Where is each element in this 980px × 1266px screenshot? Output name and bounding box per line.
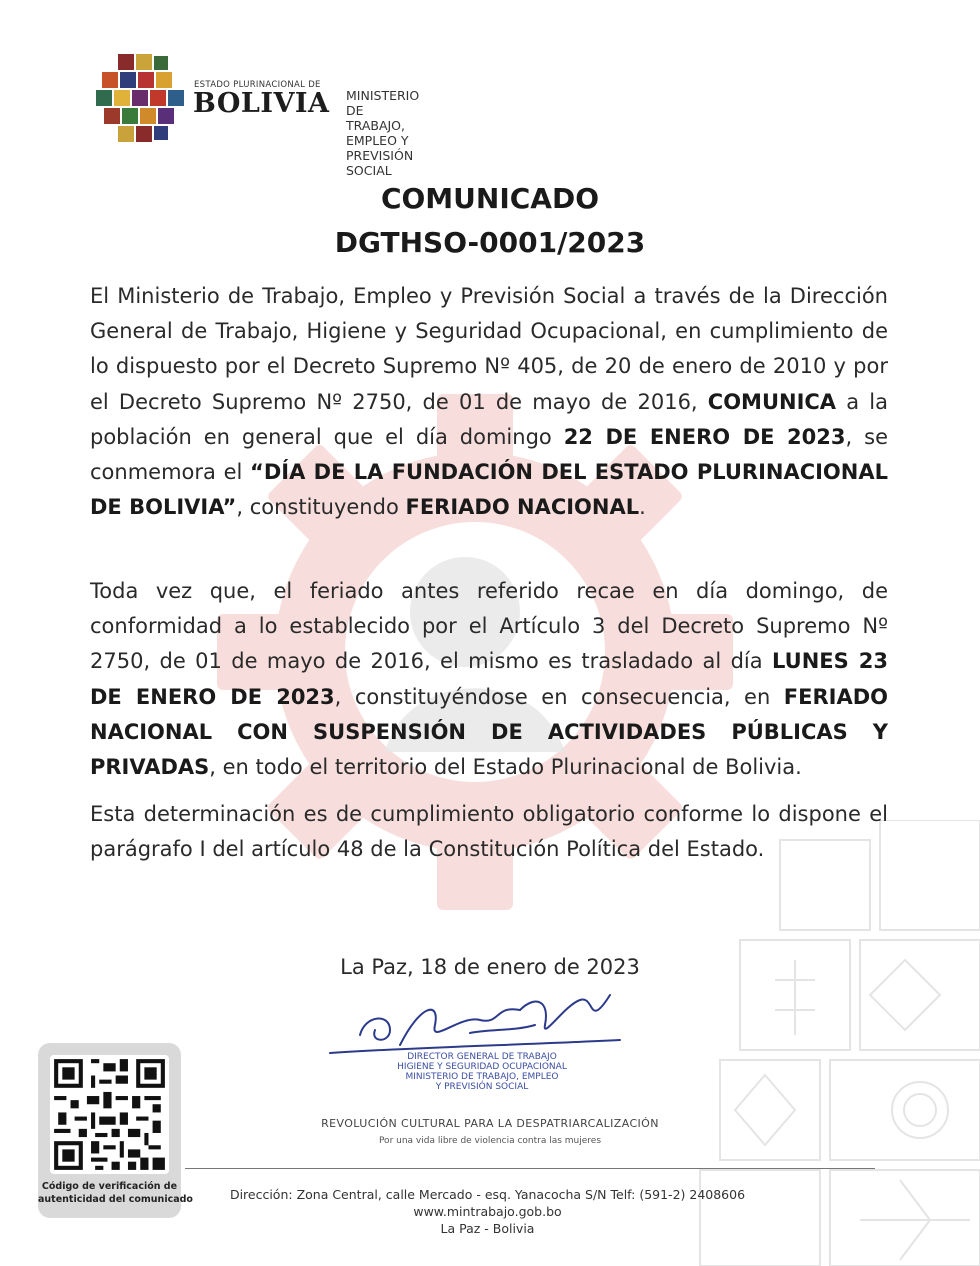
footer-website[interactable]: www.mintrabajo.gob.bo xyxy=(413,1204,562,1219)
p2-text-3: , en todo el territorio del Estado Plurinacional de Bolivia. xyxy=(209,755,802,780)
document-reference-number: DGTHSO-0001/2023 xyxy=(334,226,646,259)
slogan: REVOLUCIÓN CULTURAL PARA LA DESPATRIARCALIZACIÓN xyxy=(321,1117,659,1130)
stamp-line-3: MINISTERIO DE TRABAJO, EMPLEO xyxy=(405,1072,559,1082)
bolivia-coat-of-arms-logo xyxy=(96,54,188,144)
handwritten-signature xyxy=(320,985,640,1055)
p1-text-1: El Ministerio de Trabajo, Empleo y Previsión Social a través de la Dirección General de Trabajo, Higiene y Seguridad Ocupacional, en cumplimiento de lo dispuesto por el Decreto Supremo Nº 405, de 20 de enero de 2010 y por el Decreto Supremo Nº 2750, de 01 de mayo de 2016, xyxy=(90,284,888,414)
p1-bold-3: “DÍA DE LA FUNDACIÓN DEL ESTADO PLURINACIONAL DE BOLIVIA” xyxy=(90,460,888,520)
stamp-line-4: Y PREVISIÓN SOCIAL xyxy=(435,1082,529,1092)
p1-bold-2: 22 DE ENERO DE 2023 xyxy=(563,424,846,449)
brand-title: BOLIVIA xyxy=(193,88,330,119)
footer-address: Dirección: Zona Central, calle Mercado - esq. Yanacocha S/N Telf: (591-2) 2408606 xyxy=(229,1187,746,1202)
issue-date: La Paz, 18 de enero de 2023 xyxy=(340,955,640,979)
paragraph-1 xyxy=(90,279,888,525)
p1-text-2: a la población en general que el día domingo xyxy=(90,389,888,449)
p2-text-1: Toda vez que, el feriado antes referido recae en día domingo, de conformidad a lo establecido por el Artículo 3 del Decreto Supremo Nº 2750, de 01 de mayo de 2016, el mismo es trasladado al día xyxy=(90,579,888,674)
document-title: COMUNICADO xyxy=(380,182,600,215)
qr-caption-line-2: autenticidad del comunicado xyxy=(38,1194,193,1205)
official-stamp xyxy=(372,1052,592,1092)
footer-contact xyxy=(220,1186,755,1237)
p1-text-3: , se conmemora el xyxy=(90,424,888,485)
qr-caption-line-1: Código de verificación de xyxy=(41,1181,178,1192)
p1-bold-4: FERIADO NACIONAL xyxy=(405,495,640,520)
paragraph-2 xyxy=(90,574,888,785)
ministry-name xyxy=(346,88,419,178)
p2-bold-1: LUNES 23 DE ENERO DE 2023 xyxy=(90,649,889,709)
slogan-subtitle: Por una vida libre de violencia contra las mujeres xyxy=(378,1136,602,1146)
footer-divider xyxy=(185,1168,875,1169)
ministry-line-1: MINISTERIO DE TRABAJO, xyxy=(346,88,420,133)
ministry-line-2: EMPLEO Y PREVISIÓN SOCIAL xyxy=(346,133,414,178)
p2-bold-2: FERIADO NACIONAL CON SUSPENSIÓN DE ACTIVIDADES PÚBLICAS Y PRIVADAS xyxy=(90,684,888,780)
p1-text-5: . xyxy=(639,495,646,520)
stamp-line-2: HIGIENE Y SEGURIDAD OCUPACIONAL xyxy=(397,1062,567,1072)
footer-city: La Paz - Bolivia xyxy=(440,1221,535,1236)
qr-code[interactable] xyxy=(50,1055,169,1174)
paragraph-3: Esta determinación es de cumplimiento obligatorio conforme lo dispone el parágrafo I del artículo 48 de la Constitución Política del Estado. xyxy=(90,802,888,862)
stamp-line-1: DIRECTOR GENERAL DE TRABAJO xyxy=(407,1052,557,1062)
qr-verification-panel xyxy=(38,1043,193,1218)
p1-bold-1: COMUNICA xyxy=(707,389,837,414)
p2-text-2: , constituyéndose en consecuencia, en xyxy=(334,684,784,709)
brand-subtitle: ESTADO PLURINACIONAL DE xyxy=(194,80,321,90)
qr-caption xyxy=(38,1180,193,1206)
p1-text-4: , constituyendo xyxy=(236,495,406,520)
